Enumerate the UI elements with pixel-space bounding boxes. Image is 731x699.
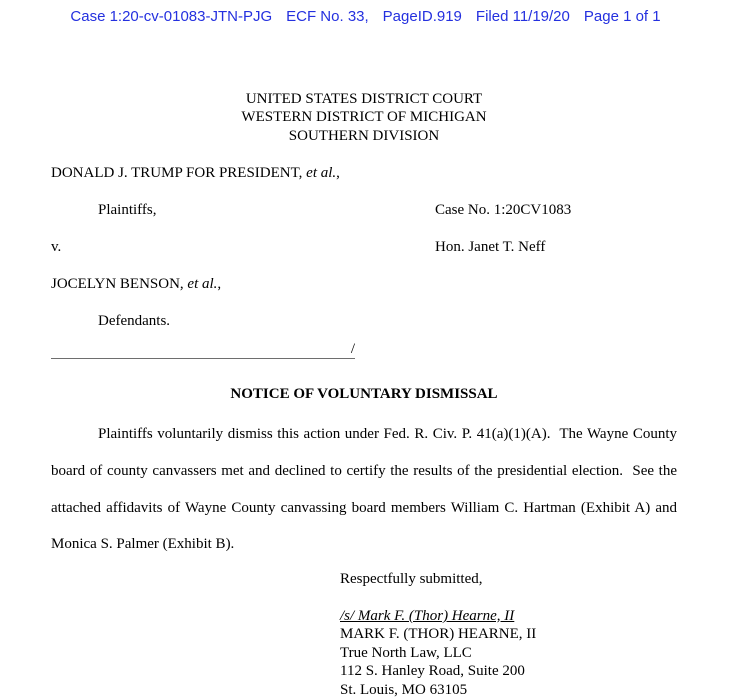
- versus-row: [51, 239, 677, 256]
- stamp-filed-date: Filed 11/19/20: [475, 8, 570, 25]
- address-line-1: 112 S. Hanley Road, Suite 200: [340, 663, 525, 680]
- electronic-signature: /s/ Mark F. (Thor) Hearne, II: [340, 608, 515, 624]
- divider-slash: /: [350, 341, 355, 357]
- caption-divider: [51, 340, 355, 359]
- firm-name: True North Law, LLC: [340, 644, 472, 661]
- defendant-name: JOCELYN BENSON,: [51, 276, 188, 292]
- plaintiff-etal: et al.: [306, 165, 337, 181]
- court-district: WESTERN DISTRICT OF MICHIGAN: [241, 109, 487, 126]
- closing-line: Respectfully submitted,: [340, 571, 483, 587]
- address-line-2: St. Louis, MO 63105: [340, 681, 468, 698]
- court-division: SOUTHERN DIVISION: [288, 127, 440, 144]
- stamp-page-count: Page 1 of 1: [583, 8, 661, 25]
- plaintiff-name: DONALD J. TRUMP FOR PRESIDENT,: [51, 165, 307, 181]
- defendants-label: Defendants.: [98, 313, 171, 329]
- stamp-ecf-number: ECF No. 33,: [286, 8, 369, 25]
- court-heading: [51, 90, 677, 145]
- stamp-page-id: PageID.919: [382, 8, 462, 25]
- versus: v.: [51, 239, 62, 255]
- stamp-case-number: Case 1:20-cv-01083-JTN-PJG: [70, 8, 273, 25]
- defendant-etal: et al.: [187, 276, 218, 292]
- plaintiffs-label: Plaintiffs,: [98, 202, 157, 218]
- defendants-row: [51, 313, 677, 330]
- court-name: UNITED STATES DISTRICT COURT: [245, 91, 483, 107]
- ecf-stamp: [0, 8, 731, 25]
- case-number: Case No. 1:20CV1083: [435, 202, 572, 218]
- attorney-name: MARK F. (THOR) HEARNE, II: [340, 626, 537, 643]
- plaintiff-suffix: ,: [336, 165, 340, 181]
- plaintiff-line: [51, 165, 677, 182]
- defendant-line: [51, 276, 677, 293]
- body-paragraph: Plaintiffs voluntarily dismiss this action under Fed. R. Civ. P. 41(a)(1)(A). The Wayne County board of county canvassers met and declined to certify the results of the presidential election. See the attached affidavits of Wayne County canvassing board members William C. Hartman (Exhibit A) and Monica S. Palmer (Exhibit B).: [51, 426, 681, 553]
- defendant-suffix: ,: [217, 276, 222, 292]
- plaintiffs-row: [51, 202, 677, 219]
- signature-block: [340, 607, 536, 699]
- document-title: NOTICE OF VOLUNTARY DISMISSAL: [230, 386, 498, 402]
- judge-name: Hon. Janet T. Neff: [435, 239, 546, 255]
